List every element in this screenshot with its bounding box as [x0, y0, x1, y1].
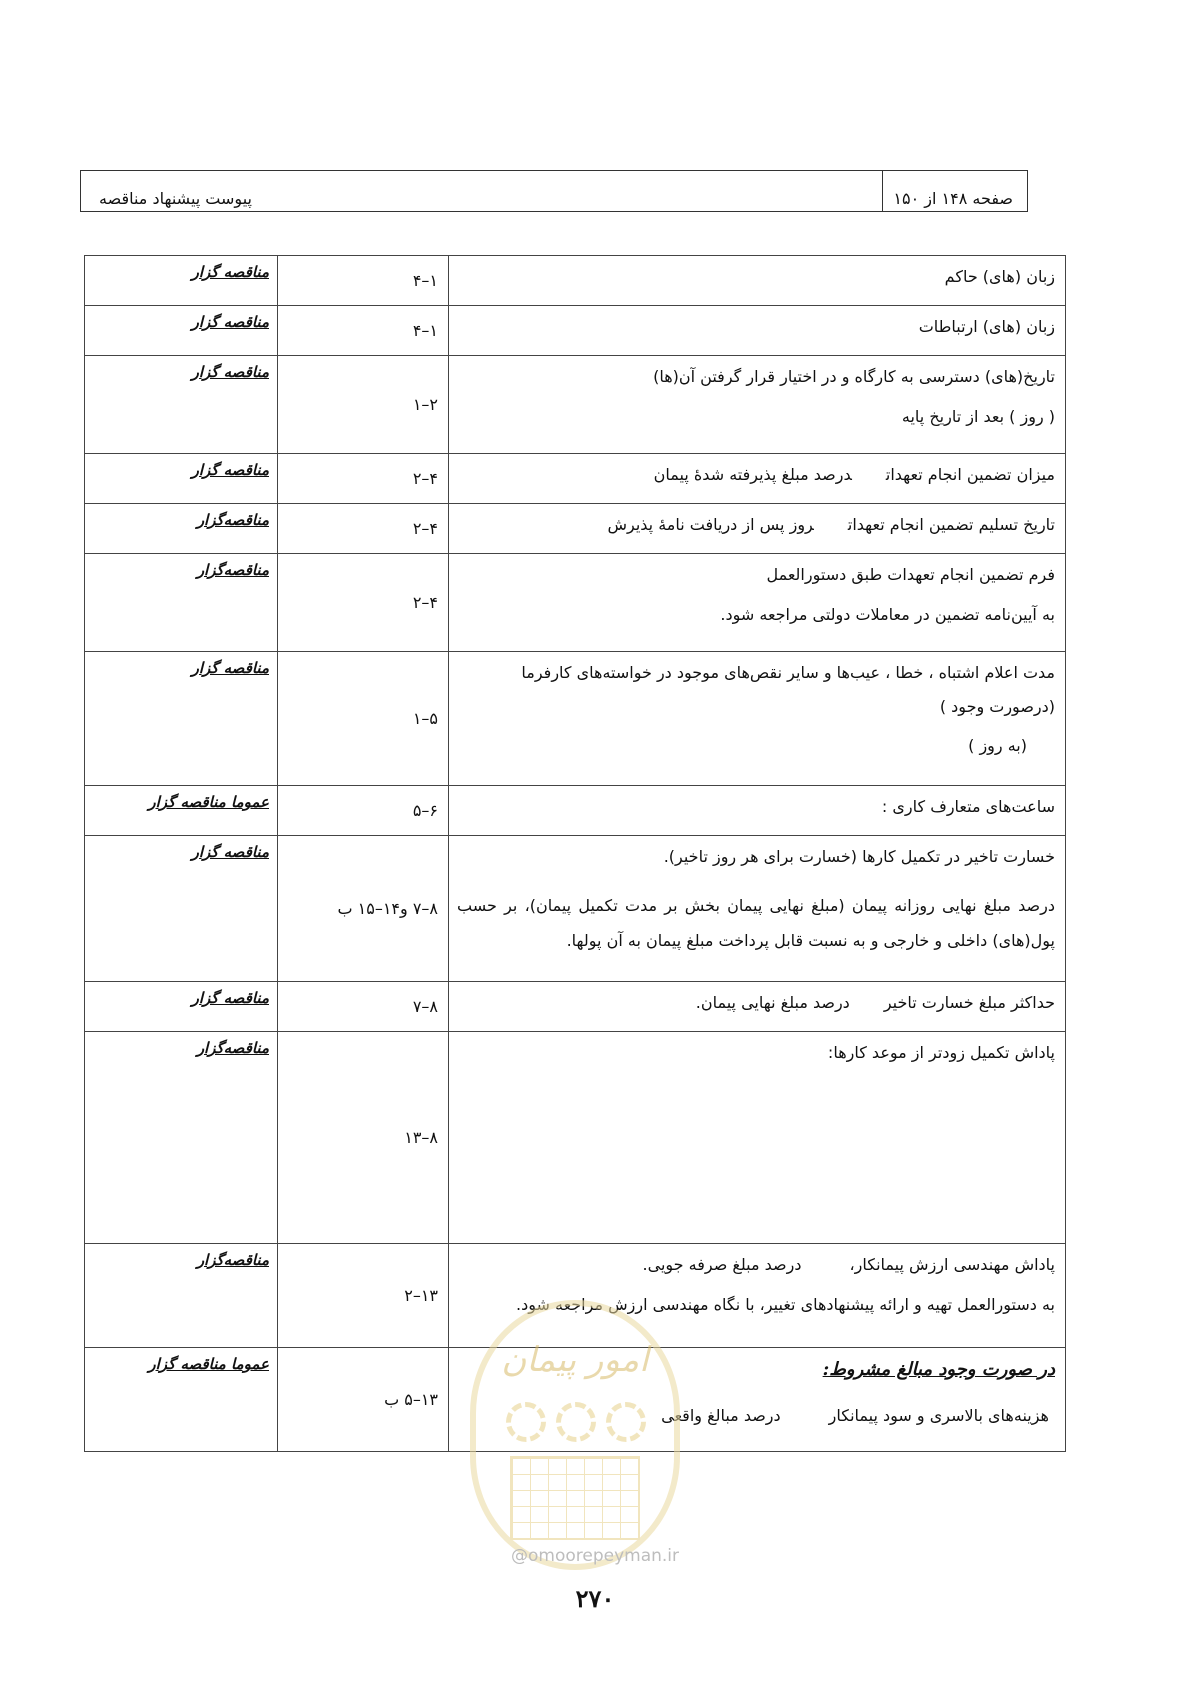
table-row	[85, 504, 1066, 554]
row-description: مدت اعلام اشتباه ، خطا ، عیب‌ها و سایر نقص‌های موجود در خواسته‌های کارفرما	[521, 663, 1055, 682]
responsible-party: مناقصه‌گزار	[196, 561, 269, 579]
clause-ref: ۴–۲	[278, 454, 449, 504]
table-row	[85, 306, 1066, 356]
row-description-value: روز پس از دریافت نامهٔ پذیرش	[607, 515, 814, 534]
row-description: فرم تضمین انجام تعهدات طبق دستورالعمل	[766, 565, 1055, 584]
table-row	[85, 982, 1066, 1032]
row-description: پاداش تکمیل زودتر از موعد کارها:	[827, 1043, 1055, 1062]
clause-ref: ۸–۷ و۱۴–۱۵ ب	[278, 836, 449, 982]
responsible-party: مناقصه گزار	[191, 461, 269, 479]
row-description-line: به آیین‌نامه تضمین در معاملات دولتی مراجعه شود.	[720, 604, 1055, 624]
row-description: ساعت‌های متعارف کاری :	[881, 797, 1055, 816]
table-row	[85, 554, 1066, 652]
responsible-party: مناقصه گزار	[191, 313, 269, 331]
row-description: زبان (های) ارتباطات	[918, 317, 1055, 336]
responsible-party: عموما مناقصه گزار	[148, 1355, 269, 1373]
gear-icon	[556, 1402, 596, 1442]
responsible-party: مناقصه گزار	[191, 363, 269, 381]
table-row	[85, 786, 1066, 836]
row-description-line: درصد مبلغ نهایی روزانه پیمان (مبلغ نهایی پیمان بخش بر مدت تکمیل پیمان)، بر حسب پول(های) داخلی و خارجی و به نسبت قابل پرداخت مبلغ پیمان به آن پولها.	[457, 895, 1055, 950]
clause-ref: ۱۳–۲	[278, 1244, 449, 1348]
row-description: میزان تضمین انجام تعهدات	[885, 465, 1055, 484]
table-row	[85, 356, 1066, 454]
gear-icon	[506, 1402, 546, 1442]
clause-ref: ۴–۲	[278, 504, 449, 554]
row-description-line: به دستورالعمل تهیه و ارائه پیشنهادهای تغییر، با نگاه مهندسی ارزش مراجعه شود.	[516, 1294, 1055, 1314]
table-row	[85, 836, 1066, 982]
page-label: صفحه ۱۴۸ از ۱۵۰	[882, 171, 1027, 211]
watermark-seal	[470, 1300, 680, 1570]
row-description: زبان (های) حاکم	[944, 267, 1055, 286]
responsible-party: مناقصه گزار	[191, 659, 269, 677]
row-description: هزینه‌های بالاسری و سود پیمانکار	[828, 1405, 1049, 1425]
row-description-value: درصد مبالغ واقعی	[661, 1405, 781, 1425]
row-description: خسارت تاخیر در تکمیل کارها (خسارت برای هر روز تاخیر).	[663, 847, 1055, 866]
document-title: پیوست پیشنهاد مناقصه	[99, 189, 252, 208]
table-row	[85, 1032, 1066, 1244]
row-description-line: (درصورت وجود )	[939, 696, 1055, 716]
row-description: تاریخ تسلیم تضمین انجام تعهدات	[847, 515, 1055, 534]
row-description-value: درصد مبلغ پذیرفته شدهٔ پیمان	[653, 465, 852, 484]
clause-ref: ۱–۴	[278, 306, 449, 356]
row-description: حداکثر مبلغ خسارت تاخیر	[883, 993, 1055, 1012]
clause-ref: ۶–۵	[278, 786, 449, 836]
gear-icon	[606, 1402, 646, 1442]
row-description: تاریخ(های) دسترسی به کارگاه و در اختیار قرار گرفتن آن(ها)	[653, 367, 1055, 386]
row-description-value: درصد مبلغ صرفه جویی.	[642, 1255, 802, 1274]
clause-ref: ۴–۲	[278, 554, 449, 652]
conditions-table	[84, 255, 1066, 1452]
clause-ref: ۵–۱	[278, 652, 449, 786]
row-description-line: (به روز )	[968, 736, 1027, 756]
page-number: ۲۷۰	[575, 1584, 615, 1613]
page-header	[80, 170, 1028, 212]
row-description: پاداش مهندسی ارزش پیمانکار،	[849, 1255, 1055, 1274]
clause-ref: ۱۳–۵ ب	[278, 1348, 449, 1452]
row-description-line: ( روز ) بعد از تاریخ پایه	[901, 406, 1055, 426]
watermark-url: @omoorepeyman.ir	[510, 1546, 680, 1566]
responsible-party: مناقصه گزار	[191, 263, 269, 281]
clause-ref: ۸–۱۳	[278, 1032, 449, 1244]
clause-ref: ۲–۱	[278, 356, 449, 454]
responsible-party: مناقصه گزار	[191, 843, 269, 861]
watermark-logo-text: امور پیمان	[501, 1340, 649, 1380]
table-row	[85, 454, 1066, 504]
table-row	[85, 652, 1066, 786]
responsible-party: مناقصه گزار	[191, 989, 269, 1007]
responsible-party: مناقصه‌گزار	[196, 511, 269, 529]
responsible-party: مناقصه‌گزار	[196, 1039, 269, 1057]
clause-ref: ۸–۷	[278, 982, 449, 1032]
row-heading: در صورت وجود مبالغ مشروط:	[822, 1359, 1055, 1380]
row-description-value: درصد مبلغ نهایی پیمان.	[695, 993, 850, 1012]
clause-ref: ۱–۴	[278, 256, 449, 306]
responsible-party: مناقصه‌گزار	[196, 1251, 269, 1269]
responsible-party: عموما مناقصه گزار	[148, 793, 269, 811]
watermark-grid	[510, 1456, 640, 1540]
table-row	[85, 256, 1066, 306]
